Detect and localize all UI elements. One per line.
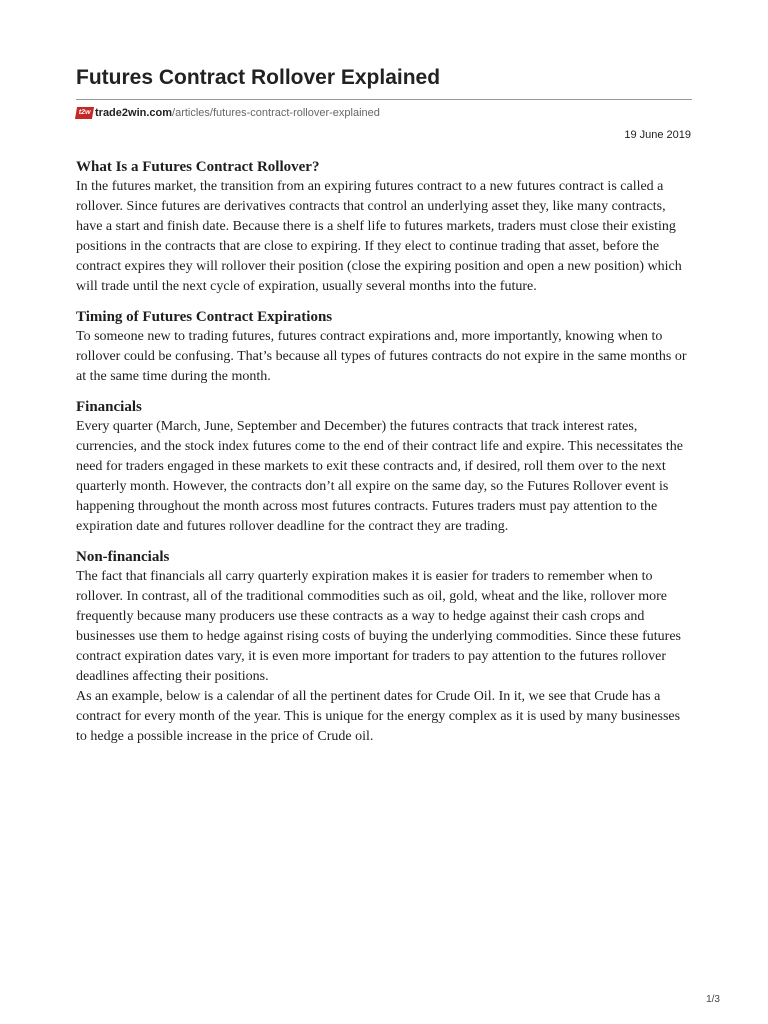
section-timing-expirations bbox=[76, 307, 692, 387]
section-heading: Timing of Futures Contract Expirations bbox=[76, 309, 333, 325]
source-domain[interactable]: trade2win.com bbox=[95, 107, 173, 119]
section-paragraph: As an example, below is a calendar of all the pertinent dates for Crude Oil. In it, we see that Crude has a contract for every month of the year. This is unique for the energy complex as it is used by many businesses to hedge a possible increase in the price of Crude oil. bbox=[76, 689, 681, 744]
section-paragraph: To someone new to trading futures, futures contract expirations and, more importantly, knowing when to rollover could be confusing. That’s because all types of futures contracts do not expire in the same months or at the same time during the month. bbox=[76, 329, 687, 384]
section-what-is-rollover bbox=[76, 157, 692, 297]
section-paragraph: Every quarter (March, June, September and December) the futures contracts that track interest rates, currencies, and the stock index futures come to the end of their contract life and expire. This necessitates the need for traders engaged in these markets to exit these contracts and, if desired, roll them over to the next quarterly month. However, the contracts don’t all expire on the same day, so the Futures Rollover event is happening throughout the month across most futures contracts. Futures traders must pay attention to the expiration date and futures rollover deadline for the contract they are trading. bbox=[76, 419, 683, 534]
section-heading: Non-financials bbox=[76, 549, 170, 565]
publish-date: 19 June 2019 bbox=[624, 129, 691, 141]
section-financials bbox=[76, 397, 692, 537]
section-paragraph: The fact that financials all carry quarterly expiration makes it is easier for traders to remember when to rollover. In contrast, all of the traditional commodities such as oil, gold, wheat and the like, rollover more frequently because many producers use these contracts as a way to hedge against their cash crops and businesses use them to hedge against rising costs of buying the underlying commodities. Since these futures contract expiration dates vary, it is even more important for traders to pay attention to the futures rollover deadlines affecting their positions. bbox=[76, 569, 682, 684]
page-number: 1/3 bbox=[706, 994, 720, 1005]
section-paragraph: In the futures market, the transition from an expiring futures contract to a new futures contract is called a rollover. Since futures are derivatives contracts that control an underlying asset they, like many contracts, have a start and finish date. Because there is a shelf life to futures markets, traders must close their existing positions in the contracts that are close to expiring. If they elect to continue trading that asset, before the contract expires they will rollover their position (close the expiring position and open a new position) which will trade until the next cycle of expiration, usually several months into the future. bbox=[76, 179, 682, 294]
page-title: Futures Contract Rollover Explained bbox=[76, 66, 441, 89]
trade2win-logo-icon: t2w bbox=[75, 107, 94, 119]
article-body bbox=[76, 157, 692, 757]
title-divider bbox=[76, 99, 692, 100]
source-line[interactable] bbox=[76, 106, 380, 120]
section-heading: Financials bbox=[76, 399, 142, 415]
source-path[interactable]: /articles/futures-contract-rollover-explained bbox=[172, 107, 380, 119]
section-non-financials bbox=[76, 547, 692, 747]
section-heading: What Is a Futures Contract Rollover? bbox=[76, 159, 320, 175]
